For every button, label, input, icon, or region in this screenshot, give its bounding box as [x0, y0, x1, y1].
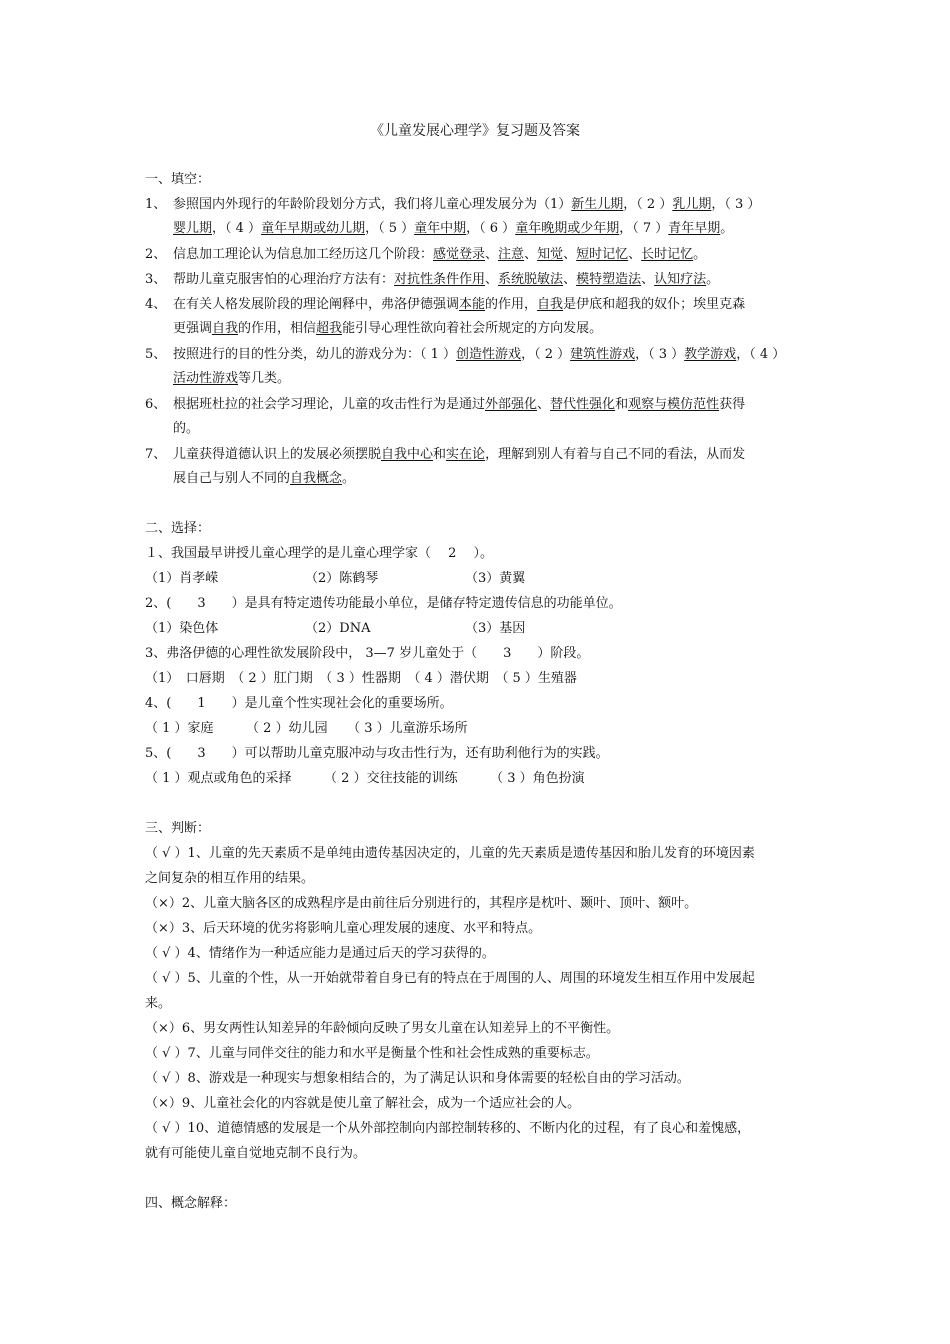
- text: 。: [693, 247, 707, 262]
- text: 。: [706, 272, 720, 287]
- fill-question-7-cont: [173, 470, 807, 488]
- answer: 创造性游戏: [456, 347, 522, 362]
- answer: 活动性游戏: [173, 371, 239, 386]
- answer: 自我概念: [290, 471, 343, 486]
- text: ，（ 4 ）: [736, 347, 786, 362]
- fill-question-1: [173, 196, 807, 214]
- answer: 童年晚期或少年期: [515, 221, 620, 236]
- answer: 青年早期: [668, 221, 721, 236]
- choice-question-2: 2、( 3 ）是具有特定遗传功能最小单位，是储存特定遗传信息的功能单位。: [145, 596, 622, 611]
- fill-question-1-cont: [173, 220, 807, 238]
- judgment-line: （×）2、儿童大脑各区的成熟程序是由前往后分别进行的，其程序是枕叶、颞叶、顶叶、额叶。: [145, 896, 698, 911]
- question-number: 5、: [145, 347, 167, 362]
- choice-question-1: １、我国最早讲授儿童心理学的是儿童心理学家（ 2 ）。: [145, 546, 494, 561]
- text: 展自己与别人不同的: [173, 471, 291, 486]
- text: 、: [485, 247, 499, 262]
- choice-question-4: 4、( 1 ）是儿童个性实现社会化的重要场所。: [145, 696, 453, 711]
- answer: 外部强化: [485, 397, 538, 412]
- answer: 知觉: [537, 247, 564, 262]
- answer: 乳儿期: [672, 197, 712, 212]
- choice-option: （1）染色体: [145, 621, 219, 636]
- choice-options-3: （1） 口唇期 （ 2 ）肛门期 （ 3 ）性器期 （ 4 ）潜伏期 （ 5 ）生殖器: [145, 671, 577, 686]
- judgment-line: （ √ ）8、游戏是一种现实与想象相结合的，为了满足认识和身体需要的轻松自由的学习活动。: [145, 1071, 690, 1086]
- fill-question-2: [173, 246, 807, 264]
- text: ，（ 3 ）: [711, 197, 761, 212]
- text: 和: [615, 397, 629, 412]
- text: 、: [641, 272, 655, 287]
- answer: 认知疗法: [654, 272, 707, 287]
- section-heading-choice: 二、选择：: [145, 521, 211, 536]
- text: 、: [628, 247, 642, 262]
- text: 的作用，相信: [238, 321, 317, 336]
- fill-question-6-cont: 的。: [173, 421, 200, 436]
- answer: 系统脱敏法: [498, 272, 564, 287]
- fill-question-5: [173, 346, 807, 364]
- text: 参照国内外现行的年龄阶段划分方式，我们将儿童心理发展分为（1）: [173, 197, 572, 212]
- text: 获得: [719, 397, 746, 412]
- text: ，（ 6 ）: [466, 221, 516, 236]
- answer: 建筑性游戏: [570, 347, 636, 362]
- answer: 自我: [212, 321, 239, 336]
- answer: 自我中心: [381, 447, 434, 462]
- fill-question-6: [173, 396, 807, 414]
- answer: 模特塑造法: [576, 272, 642, 287]
- text: 信息加工理论认为信息加工经历这几个阶段：: [173, 247, 434, 262]
- question-number: 7、: [145, 447, 167, 462]
- choice-option: （3）黄翼: [465, 571, 526, 586]
- fill-question-3: [173, 271, 807, 289]
- answer: 婴儿期: [173, 221, 213, 236]
- text: ，（ 7 ）: [619, 221, 669, 236]
- fill-question-7: [173, 446, 807, 464]
- choice-option: （2）DNA: [305, 621, 371, 636]
- question-number: 3、: [145, 272, 167, 287]
- text: ，（ 2 ）: [623, 197, 673, 212]
- judgment-line: （×）3、后天环境的优劣将影响儿童心理发展的速度、水平和特点。: [145, 921, 542, 936]
- judgment-line: （ √ ）10、道德情感的发展是一个从外部控制向内部控制转移的、不断内化的过程，有了良心和羞愧感，: [145, 1121, 751, 1136]
- text: ，（ 5 ）: [365, 221, 415, 236]
- fill-question-5-cont: [173, 370, 807, 388]
- answer: 实在论: [446, 447, 486, 462]
- judgment-line: （×）9、儿童社会化的内容就是使儿童了解社会，成为一个适应社会的人。: [145, 1096, 581, 1111]
- question-number: 1、: [145, 197, 167, 212]
- text: 的作用，: [485, 297, 538, 312]
- choice-options-4: （ 1 ）家庭 （ 2 ）幼儿园 （ 3 ）儿童游乐场所: [145, 721, 468, 736]
- text: ，（ 4 ）: [212, 221, 262, 236]
- text: 、: [563, 247, 577, 262]
- answer: 感觉登录: [433, 247, 486, 262]
- text: ，（ 3 ）: [635, 347, 685, 362]
- answer: 短时记忆: [576, 247, 629, 262]
- judgment-line: 之间复杂的相互作用的结果。: [145, 871, 315, 886]
- text: ，理解到别人有着与自己不同的看法，从而发: [485, 447, 746, 462]
- answer: 观察与模仿范性: [628, 397, 720, 412]
- choice-option: （1）肖孝嵘: [145, 571, 219, 586]
- text: 更强调: [173, 321, 213, 336]
- judgment-line: （ √ ）7、儿童与同伴交往的能力和水平是衡量个性和社会性成熟的重要标志。: [145, 1046, 599, 1061]
- question-number: 6、: [145, 397, 167, 412]
- judgment-line: 来。: [145, 996, 172, 1011]
- text: ，（ 2 ）: [521, 347, 571, 362]
- answer: 本能: [459, 297, 486, 312]
- choice-question-3: 3、弗洛伊德的心理性欲发展阶段中， 3—7 岁儿童处于（ 3 ）阶段。: [145, 646, 590, 661]
- fill-question-4: [173, 296, 807, 314]
- text: 、: [537, 397, 551, 412]
- judgment-line: （ √ ）1、儿童的先天素质不是单纯由遗传基因决定的，儿童的先天素质是遗传基因和胎儿发育的环境因素: [145, 846, 755, 861]
- judgment-line: 就有可能使儿童自觉地克制不良行为。: [145, 1146, 367, 1161]
- answer: 对抗性条件作用: [394, 272, 486, 287]
- judgment-line: （×）6、男女两性认知差异的年龄倾向反映了男女儿童在认知差异上的不平衡性。: [145, 1021, 620, 1036]
- answer: 新生儿期: [571, 197, 624, 212]
- text: 是伊底和超我的奴仆；埃里克森: [563, 297, 746, 312]
- text: 按照进行的目的性分类，幼儿的游戏分为：（ 1 ）: [173, 347, 457, 362]
- answer: 替代性强化: [550, 397, 616, 412]
- fill-question-4-cont: [173, 320, 807, 338]
- question-number: 4、: [145, 297, 167, 312]
- section-heading-fill-in: 一、填空：: [145, 172, 211, 187]
- choice-question-5: 5、( 3 ）可以帮助儿童克服冲动与攻击性行为，还有助利他行为的实践。: [145, 746, 609, 761]
- text: 、: [524, 247, 538, 262]
- question-number: 2、: [145, 247, 167, 262]
- section-heading-judgment: 三、判断：: [145, 821, 211, 836]
- answer: 童年中期: [414, 221, 467, 236]
- choice-option: （2）陈鹤琴: [305, 571, 379, 586]
- answer: 注意: [498, 247, 525, 262]
- text: 能引导心理性欲向着社会所规定的方向发展。: [342, 321, 603, 336]
- text: 。: [720, 221, 734, 236]
- document-title: 《儿童发展心理学》复习题及答案: [370, 123, 580, 139]
- answer: 超我: [316, 321, 343, 336]
- choice-option: （3）基因: [465, 621, 526, 636]
- text: 根据班杜拉的社会学习理论，儿童的攻击性行为是通过: [173, 397, 486, 412]
- answer: 长时记忆: [641, 247, 694, 262]
- text: 帮助儿童克服害怕的心理治疗方法有：: [173, 272, 395, 287]
- text: 、: [485, 272, 499, 287]
- answer: 教学游戏: [684, 347, 737, 362]
- text: 和: [433, 447, 447, 462]
- answer: 自我: [537, 297, 564, 312]
- answer: 童年早期或幼儿期: [261, 221, 366, 236]
- text: 、: [563, 272, 577, 287]
- text: 在有关人格发展阶段的理论阐释中，弗洛伊德强调: [173, 297, 460, 312]
- judgment-line: （ √ ）4、情绪作为一种适应能力是通过后天的学习获得的。: [145, 946, 495, 961]
- text: 儿童获得道德认识上的发展必须摆脱: [173, 447, 382, 462]
- text: 等几类。: [238, 371, 291, 386]
- text: 。: [342, 471, 356, 486]
- section-heading-concepts: 四、概念解释：: [145, 1196, 237, 1211]
- choice-options-5: （ 1 ）观点或角色的采择 （ 2 ）交往技能的训练 （ 3 ）角色扮演: [145, 771, 585, 786]
- judgment-line: （ √ ）5、儿童的个性，从一开始就带着自身已有的特点在于周围的人、周围的环境发生相互作用中发展起: [145, 971, 755, 986]
